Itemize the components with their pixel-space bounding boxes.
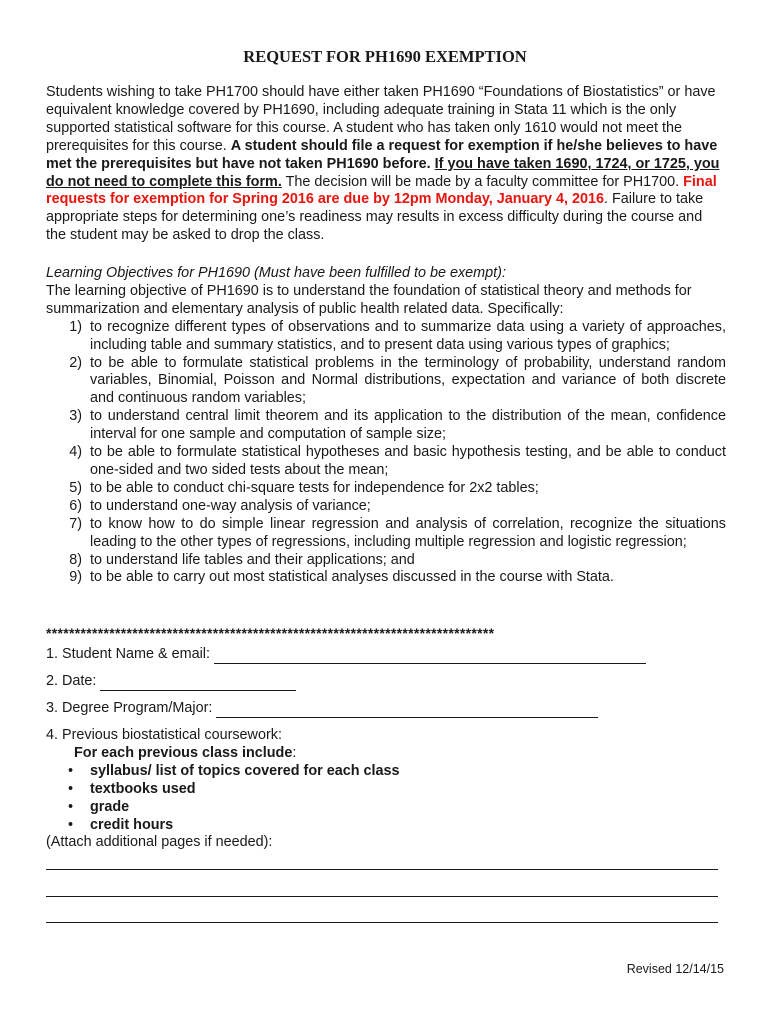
objective-item	[46, 552, 726, 570]
objective-number: 9)	[69, 569, 82, 586]
date-field	[46, 673, 296, 691]
objective-number: 6)	[69, 497, 82, 514]
objective-number: 4)	[69, 444, 82, 461]
objective-number: 8)	[69, 551, 82, 568]
objective-text: to be able to carry out most statistical analyses discussed in the course with Stata.	[90, 569, 614, 586]
list-item	[68, 763, 726, 781]
objective-item	[46, 444, 726, 480]
intro-text-1: Students wishing to take PH1700 should have either taken PH1690 “Foundations of Biostatistics” or have equivalent knowledge covered by PH1690, including adequate training in Stata 11 which is the only supported statistical software for this course. A student who has taken only 1610 would not meet the prerequisites for this course.	[46, 84, 716, 154]
objectives-lead: The learning objective of PH1690 is to understand the foundation of statistical theory and methods for summarization and elementary analysis of public health related data. Specifically:	[46, 282, 692, 317]
deadline-notice: Final requests for exemption for Spring 2016 are due by 12pm Monday, January 4, 2016	[46, 173, 717, 208]
objective-number: 2)	[69, 354, 82, 371]
list-item-text: credit hours	[90, 816, 174, 833]
coursework-answer-line[interactable]	[46, 896, 718, 897]
objective-item	[46, 319, 726, 355]
date-label: 2. Date:	[46, 673, 97, 689]
objective-item	[46, 408, 726, 444]
objective-text: to be able to formulate statistical problems in the terminology of probability, understand random variables, Binomial, Poisson and Normal distributions, expectation and variance of both discrete and continuous random variables;	[90, 354, 726, 407]
objectives-list	[46, 319, 726, 588]
objective-text: to be able to conduct chi-square tests for independence for 2x2 tables;	[90, 479, 539, 496]
date-input-line[interactable]	[100, 676, 296, 691]
coursework-answer-line[interactable]	[46, 869, 718, 870]
list-item-text: grade	[90, 798, 130, 815]
intro-paragraph	[46, 84, 726, 245]
intro-underlined-note: If you have taken 1690, 1724, or 1725, you do not need to complete this form.	[46, 155, 720, 190]
coursework-instructions-colon: :	[292, 744, 297, 761]
degree-program-input-line[interactable]	[216, 703, 598, 718]
attach-pages-note: (Attach additional pages if needed):	[46, 834, 273, 851]
revision-date: Revised 12/14/15	[626, 962, 724, 976]
objective-number: 1)	[69, 318, 82, 335]
student-name-input-line[interactable]	[214, 649, 646, 664]
objective-number: 7)	[69, 515, 82, 532]
objective-text: to recognize different types of observations and to summarize data using a variety of approaches, including table and summary statistics, and to present data using various types of graphics;	[90, 318, 726, 353]
intro-bold-requirement: A student should file a request for exemption if he/she believes to have met the prerequisites but have not taken PH1690 before.	[46, 137, 718, 172]
list-item-text: syllabus/ list of topics covered for each class	[90, 762, 400, 779]
objective-text: to know how to do simple linear regression and analysis of correlation, recognize the situations leading to the other types of regressions, including multiple regression and logistic regression;	[90, 515, 726, 550]
objective-text: to understand central limit theorem and its application to the distribution of the mean, confidence interval for one sample and computation of sample size;	[90, 408, 726, 443]
student-name-field	[46, 646, 646, 664]
degree-program-label: 3. Degree Program/Major:	[46, 700, 213, 716]
previous-coursework-section	[46, 727, 726, 852]
bullet-icon: •	[68, 762, 74, 779]
list-item	[68, 799, 726, 817]
intro-text-2: The decision will be made by a faculty committee for PH1700.	[281, 173, 684, 190]
page-title: REQUEST FOR PH1690 EXEMPTION	[243, 47, 527, 66]
objective-item	[46, 498, 726, 516]
bullet-icon: •	[68, 816, 74, 833]
coursework-answer-line[interactable]	[46, 922, 718, 923]
objective-item	[46, 569, 726, 587]
bullet-icon: •	[68, 798, 74, 815]
objective-item	[46, 480, 726, 498]
coursework-instructions	[46, 745, 726, 763]
previous-coursework-label: 4. Previous biostatistical coursework:	[46, 727, 282, 743]
objective-item	[46, 516, 726, 552]
asterisk-separator: ******************************************************************************	[46, 625, 495, 641]
student-name-label: 1. Student Name & email:	[46, 646, 210, 662]
coursework-requirements-list	[46, 763, 726, 835]
list-item-text: textbooks used	[90, 780, 196, 797]
list-item	[68, 781, 726, 799]
learning-objectives	[46, 265, 726, 587]
bullet-icon: •	[68, 780, 74, 797]
degree-program-field	[46, 700, 598, 718]
objective-text: to understand one-way analysis of variance;	[90, 497, 371, 514]
objective-text: to understand life tables and their applications; and	[90, 551, 415, 568]
objective-text: to be able to formulate statistical hypotheses and basic hypothesis testing, and be able to conduct one-sided and two sided tests about the mean;	[90, 444, 726, 478]
list-item	[68, 817, 726, 835]
objective-number: 5)	[69, 479, 82, 496]
objective-item	[46, 355, 726, 409]
objective-number: 3)	[69, 408, 82, 425]
intro-text-3: . Failure to take appropriate steps for determining one’s readiness may results in excess difficulty during the course and the student may be asked to drop the class.	[46, 191, 704, 244]
coursework-instructions-text: For each previous class include	[74, 744, 293, 761]
objectives-heading: Learning Objectives for PH1690 (Must have been fulfilled to be exempt):	[46, 265, 506, 281]
